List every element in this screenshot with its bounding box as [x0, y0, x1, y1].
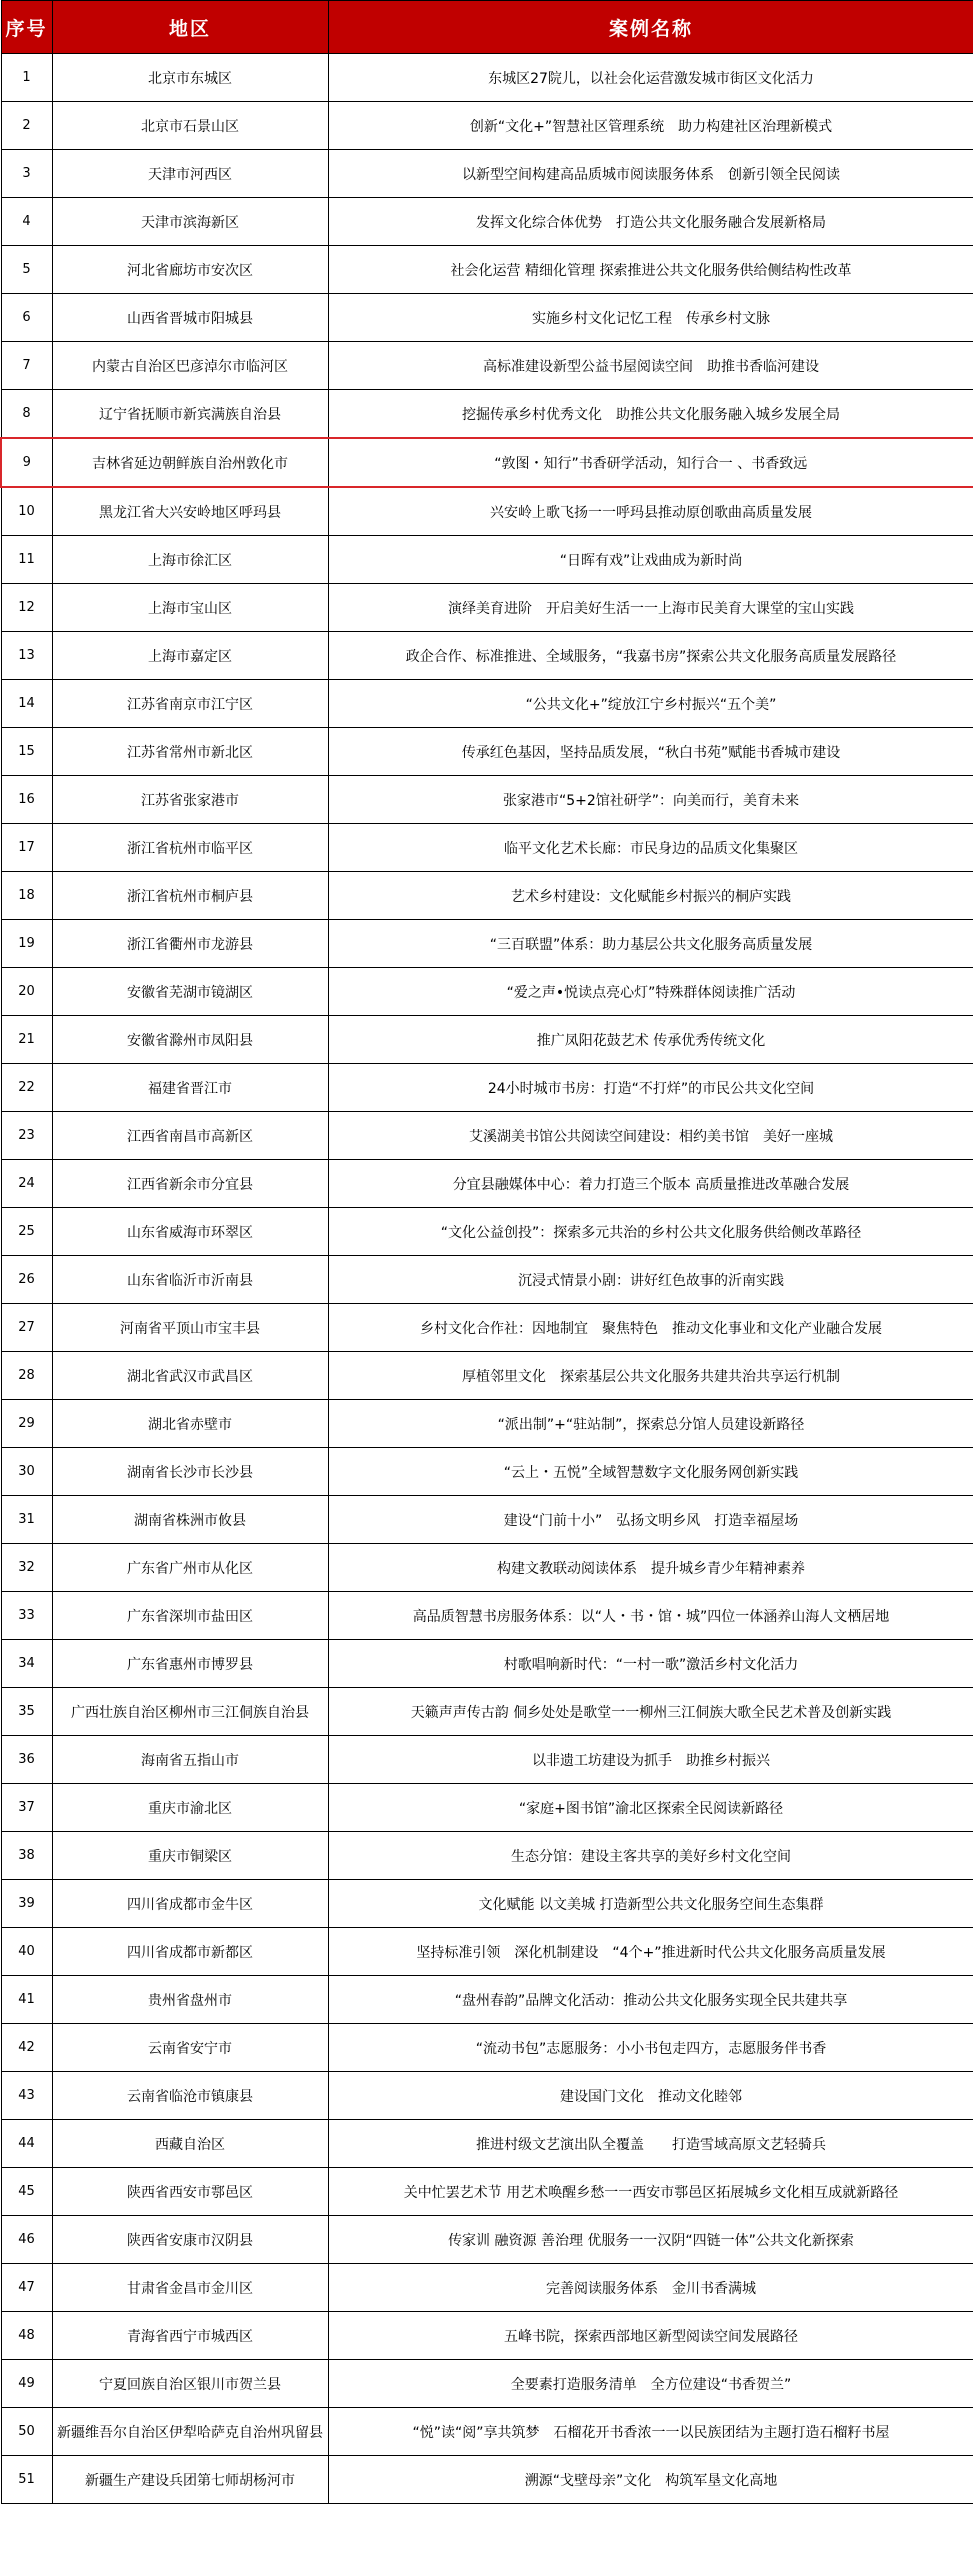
row-index: 47	[1, 2264, 52, 2312]
row-index: 16	[1, 776, 52, 824]
row-case-name: 演绎美育进阶 开启美好生活一一上海市民美育大课堂的宝山实践	[328, 584, 973, 632]
row-index: 38	[1, 1832, 52, 1880]
table-body	[1, 54, 973, 2504]
row-index: 26	[1, 1256, 52, 1304]
table-row	[1, 1592, 973, 1640]
row-index: 41	[1, 1976, 52, 2024]
row-region: 云南省临沧市镇康县	[52, 2072, 328, 2120]
row-region: 广西壮族自治区柳州市三江侗族自治县	[52, 1688, 328, 1736]
table-row	[1, 1832, 973, 1880]
table-row	[1, 2072, 973, 2120]
table-row	[1, 2120, 973, 2168]
row-index: 11	[1, 536, 52, 584]
row-index: 13	[1, 632, 52, 680]
row-region: 河北省廊坊市安次区	[52, 246, 328, 294]
row-case-name: 关中忙罢艺术节 用艺术唤醒乡愁一一西安市鄠邑区拓展城乡文化相互成就新路径	[328, 2168, 973, 2216]
row-region: 浙江省杭州市桐庐县	[52, 872, 328, 920]
row-case-name: 兴安岭上歌飞扬一一呼玛县推动原创歌曲高质量发展	[328, 487, 973, 536]
row-region: 浙江省杭州市临平区	[52, 824, 328, 872]
row-region: 湖南省长沙市长沙县	[52, 1448, 328, 1496]
row-index: 37	[1, 1784, 52, 1832]
row-index: 10	[1, 487, 52, 536]
row-index: 29	[1, 1400, 52, 1448]
table-row	[1, 342, 973, 390]
row-region: 河南省平顶山市宝丰县	[52, 1304, 328, 1352]
row-index: 51	[1, 2456, 52, 2504]
row-region: 四川省成都市金牛区	[52, 1880, 328, 1928]
table-row	[1, 1112, 973, 1160]
row-index: 25	[1, 1208, 52, 1256]
row-index: 24	[1, 1160, 52, 1208]
table-row	[1, 1256, 973, 1304]
table-row	[1, 1640, 973, 1688]
row-index: 42	[1, 2024, 52, 2072]
table-row	[1, 872, 973, 920]
row-region: 江西省南昌市高新区	[52, 1112, 328, 1160]
row-case-name: “爱之声•悦读点亮心灯”特殊群体阅读推广活动	[328, 968, 973, 1016]
row-case-name: 实施乡村文化记忆工程 传承乡村文脉	[328, 294, 973, 342]
row-region: 内蒙古自治区巴彦淖尔市临河区	[52, 342, 328, 390]
row-region: 天津市滨海新区	[52, 198, 328, 246]
row-case-name: 五峰书院，探索西部地区新型阅读空间发展路径	[328, 2312, 973, 2360]
row-index: 8	[1, 390, 52, 439]
row-case-name: 传家训 融资源 善治理 优服务一一汉阴“四链一体”公共文化新探索	[328, 2216, 973, 2264]
table-row	[1, 2456, 973, 2504]
row-region: 青海省西宁市城西区	[52, 2312, 328, 2360]
table-row	[1, 1496, 973, 1544]
table-row	[1, 632, 973, 680]
row-index: 14	[1, 680, 52, 728]
row-region: 天津市河西区	[52, 150, 328, 198]
row-region: 新疆生产建设兵团第七师胡杨河市	[52, 2456, 328, 2504]
row-region: 吉林省延边朝鲜族自治州敦化市	[52, 438, 328, 487]
row-case-name: 建设“门前十小” 弘扬文明乡风 打造幸福屋场	[328, 1496, 973, 1544]
table-row	[1, 2408, 973, 2456]
table-row	[1, 584, 973, 632]
row-region: 陕西省西安市鄠邑区	[52, 2168, 328, 2216]
table-row	[1, 438, 973, 487]
table-row	[1, 487, 973, 536]
row-region: 安徽省滁州市凤阳县	[52, 1016, 328, 1064]
row-region: 湖北省武汉市武昌区	[52, 1352, 328, 1400]
table-row	[1, 2024, 973, 2072]
row-case-name: “三百联盟”体系：助力基层公共文化服务高质量发展	[328, 920, 973, 968]
row-case-name: 分宜县融媒体中心：着力打造三个版本 高质量推进改革融合发展	[328, 1160, 973, 1208]
row-case-name: 以非遗工坊建设为抓手 助推乡村振兴	[328, 1736, 973, 1784]
row-index: 44	[1, 2120, 52, 2168]
row-case-name: 24小时城市书房：打造“不打烊”的市民公共文化空间	[328, 1064, 973, 1112]
row-index: 18	[1, 872, 52, 920]
table-row	[1, 536, 973, 584]
row-region: 黑龙江省大兴安岭地区呼玛县	[52, 487, 328, 536]
row-region: 西藏自治区	[52, 2120, 328, 2168]
row-index: 23	[1, 1112, 52, 1160]
row-index: 20	[1, 968, 52, 1016]
table-row	[1, 1208, 973, 1256]
row-index: 48	[1, 2312, 52, 2360]
table-row	[1, 680, 973, 728]
row-region: 宁夏回族自治区银川市贺兰县	[52, 2360, 328, 2408]
row-region: 四川省成都市新都区	[52, 1928, 328, 1976]
header-region: 地区	[52, 1, 328, 54]
table-row	[1, 1304, 973, 1352]
table-row	[1, 2168, 973, 2216]
header-case: 案例名称	[328, 1, 973, 54]
row-index: 15	[1, 728, 52, 776]
row-case-name: 东城区27院儿，以社会化运营激发城市街区文化活力	[328, 54, 973, 102]
row-case-name: 艺术乡村建设：文化赋能乡村振兴的桐庐实践	[328, 872, 973, 920]
table-row	[1, 1448, 973, 1496]
row-case-name: 坚持标准引领 深化机制建设 “4个+”推进新时代公共文化服务高质量发展	[328, 1928, 973, 1976]
row-index: 43	[1, 2072, 52, 2120]
row-region: 海南省五指山市	[52, 1736, 328, 1784]
row-index: 50	[1, 2408, 52, 2456]
row-index: 12	[1, 584, 52, 632]
row-index: 22	[1, 1064, 52, 1112]
row-index: 32	[1, 1544, 52, 1592]
row-index: 1	[1, 54, 52, 102]
row-index: 3	[1, 150, 52, 198]
row-case-name: “日晖有戏”让戏曲成为新时尚	[328, 536, 973, 584]
row-case-name: 高标准建设新型公益书屋阅读空间 助推书香临河建设	[328, 342, 973, 390]
row-case-name: 溯源“戈壁母亲”文化 构筑军垦文化高地	[328, 2456, 973, 2504]
row-case-name: 艾溪湖美书馆公共阅读空间建设：相约美书馆 美好一座城	[328, 1112, 973, 1160]
row-case-name: “文化公益创投”：探索多元共治的乡村公共文化服务供给侧改革路径	[328, 1208, 973, 1256]
row-index: 36	[1, 1736, 52, 1784]
row-region: 广东省广州市从化区	[52, 1544, 328, 1592]
row-case-name: 文化赋能 以文美城 打造新型公共文化服务空间生态集群	[328, 1880, 973, 1928]
row-index: 49	[1, 2360, 52, 2408]
row-index: 40	[1, 1928, 52, 1976]
row-region: 江西省新余市分宜县	[52, 1160, 328, 1208]
header-index: 序号	[1, 1, 52, 54]
table-row	[1, 2216, 973, 2264]
row-index: 19	[1, 920, 52, 968]
row-region: 浙江省衢州市龙游县	[52, 920, 328, 968]
table-row	[1, 54, 973, 102]
row-case-name: 天籁声声传古韵 侗乡处处是歌堂一一柳州三江侗族大歌全民艺术普及创新实践	[328, 1688, 973, 1736]
row-region: 山东省临沂市沂南县	[52, 1256, 328, 1304]
row-index: 33	[1, 1592, 52, 1640]
row-index: 2	[1, 102, 52, 150]
row-index: 17	[1, 824, 52, 872]
row-case-name: “敦图・知行”书香研学活动，知行合一 、书香致远	[328, 438, 973, 487]
table-row	[1, 1016, 973, 1064]
row-case-name: 构建文教联动阅读体系 提升城乡青少年精神素养	[328, 1544, 973, 1592]
table-row	[1, 2360, 973, 2408]
table-row	[1, 824, 973, 872]
row-case-name: 生态分馆：建设主客共享的美好乡村文化空间	[328, 1832, 973, 1880]
row-region: 山东省威海市环翠区	[52, 1208, 328, 1256]
row-case-name: 政企合作、标准推进、全域服务，“我嘉书房”探索公共文化服务高质量发展路径	[328, 632, 973, 680]
row-region: 重庆市渝北区	[52, 1784, 328, 1832]
table-row	[1, 920, 973, 968]
row-index: 35	[1, 1688, 52, 1736]
row-case-name: 推广凤阳花鼓艺术 传承优秀传统文化	[328, 1016, 973, 1064]
row-case-name: 全要素打造服务清单 全方位建设“书香贺兰”	[328, 2360, 973, 2408]
row-case-name: 建设国门文化 推动文化睦邻	[328, 2072, 973, 2120]
row-index: 7	[1, 342, 52, 390]
row-case-name: 推进村级文艺演出队全覆盖 打造雪域高原文艺轻骑兵	[328, 2120, 973, 2168]
row-index: 9	[1, 438, 52, 487]
row-index: 31	[1, 1496, 52, 1544]
row-region: 上海市宝山区	[52, 584, 328, 632]
row-case-name: “家庭+图书馆”渝北区探索全民阅读新路径	[328, 1784, 973, 1832]
table-row	[1, 1352, 973, 1400]
row-region: 贵州省盘州市	[52, 1976, 328, 2024]
table-row	[1, 1976, 973, 2024]
row-region: 陕西省安康市汉阴县	[52, 2216, 328, 2264]
row-index: 27	[1, 1304, 52, 1352]
row-index: 28	[1, 1352, 52, 1400]
row-region: 广东省深圳市盐田区	[52, 1592, 328, 1640]
row-case-name: 挖掘传承乡村优秀文化 助推公共文化服务融入城乡发展全局	[328, 390, 973, 439]
row-region: 江苏省常州市新北区	[52, 728, 328, 776]
table-row	[1, 728, 973, 776]
row-case-name: 完善阅读服务体系 金川书香满城	[328, 2264, 973, 2312]
row-case-name: 厚植邻里文化 探索基层公共文化服务共建共治共享运行机制	[328, 1352, 973, 1400]
row-index: 30	[1, 1448, 52, 1496]
table-row	[1, 1736, 973, 1784]
row-case-name: 发挥文化综合体优势 打造公共文化服务融合发展新格局	[328, 198, 973, 246]
row-region: 福建省晋江市	[52, 1064, 328, 1112]
row-case-name: 以新型空间构建高品质城市阅读服务体系 创新引领全民阅读	[328, 150, 973, 198]
row-case-name: 张家港市“5+2馆社研学”：向美而行，美育未来	[328, 776, 973, 824]
table-row	[1, 150, 973, 198]
row-region: 新疆维吾尔自治区伊犁哈萨克自治州巩留县	[52, 2408, 328, 2456]
row-case-name: “公共文化+”绽放江宁乡村振兴“五个美”	[328, 680, 973, 728]
table-header-row	[1, 1, 973, 54]
row-case-name: 乡村文化合作社：因地制宜 聚焦特色 推动文化事业和文化产业融合发展	[328, 1304, 973, 1352]
table-row	[1, 1928, 973, 1976]
row-case-name: “盘州春韵”品牌文化活动：推动公共文化服务实现全民共建共享	[328, 1976, 973, 2024]
table-row	[1, 198, 973, 246]
row-region: 山西省晋城市阳城县	[52, 294, 328, 342]
table-row	[1, 246, 973, 294]
row-region: 上海市嘉定区	[52, 632, 328, 680]
row-index: 6	[1, 294, 52, 342]
row-index: 46	[1, 2216, 52, 2264]
row-index: 34	[1, 1640, 52, 1688]
row-region: 北京市东城区	[52, 54, 328, 102]
table-row	[1, 2264, 973, 2312]
row-index: 4	[1, 198, 52, 246]
row-region: 北京市石景山区	[52, 102, 328, 150]
table-row	[1, 1784, 973, 1832]
row-case-name: “云上・五悦”全域智慧数字文化服务网创新实践	[328, 1448, 973, 1496]
row-region: 上海市徐汇区	[52, 536, 328, 584]
table-row	[1, 1064, 973, 1112]
row-region: 辽宁省抚顺市新宾满族自治县	[52, 390, 328, 439]
row-region: 甘肃省金昌市金川区	[52, 2264, 328, 2312]
row-region: 江苏省南京市江宁区	[52, 680, 328, 728]
table-row	[1, 294, 973, 342]
table-row	[1, 1544, 973, 1592]
row-case-name: “派出制”+“驻站制”，探索总分馆人员建设新路径	[328, 1400, 973, 1448]
row-case-name: 创新“文化+”智慧社区管理系统 助力构建社区治理新模式	[328, 102, 973, 150]
table-row	[1, 968, 973, 1016]
table-row	[1, 2312, 973, 2360]
row-index: 5	[1, 246, 52, 294]
table-row	[1, 1160, 973, 1208]
table-row	[1, 390, 973, 439]
row-region: 安徽省芜湖市镜湖区	[52, 968, 328, 1016]
row-case-name: 高品质智慧书房服务体系：以“人・书・馆・城”四位一体涵养山海人文栖居地	[328, 1592, 973, 1640]
row-case-name: 临平文化艺术长廊：市民身边的品质文化集聚区	[328, 824, 973, 872]
row-region: 湖北省赤壁市	[52, 1400, 328, 1448]
row-case-name: “流动书包”志愿服务：小小书包走四方，志愿服务伴书香	[328, 2024, 973, 2072]
row-case-name: 村歌唱响新时代：“一村一歌”激活乡村文化活力	[328, 1640, 973, 1688]
row-region: 云南省安宁市	[52, 2024, 328, 2072]
table-row	[1, 1400, 973, 1448]
row-region: 湖南省株洲市攸县	[52, 1496, 328, 1544]
row-case-name: 沉浸式情景小剧：讲好红色故事的沂南实践	[328, 1256, 973, 1304]
row-case-name: 传承红色基因，坚持品质发展，“秋白书苑”赋能书香城市建设	[328, 728, 973, 776]
table-row	[1, 1688, 973, 1736]
row-region: 广东省惠州市博罗县	[52, 1640, 328, 1688]
table-row	[1, 102, 973, 150]
table-row	[1, 1880, 973, 1928]
row-case-name: 社会化运营 精细化管理 探索推进公共文化服务供给侧结构性改革	[328, 246, 973, 294]
row-region: 重庆市铜梁区	[52, 1832, 328, 1880]
row-index: 45	[1, 2168, 52, 2216]
row-case-name: “悦”读“阅”享共筑梦 石榴花开书香浓一一以民族团结为主题打造石榴籽书屋	[328, 2408, 973, 2456]
table-row	[1, 776, 973, 824]
row-index: 39	[1, 1880, 52, 1928]
row-index: 21	[1, 1016, 52, 1064]
row-region: 江苏省张家港市	[52, 776, 328, 824]
